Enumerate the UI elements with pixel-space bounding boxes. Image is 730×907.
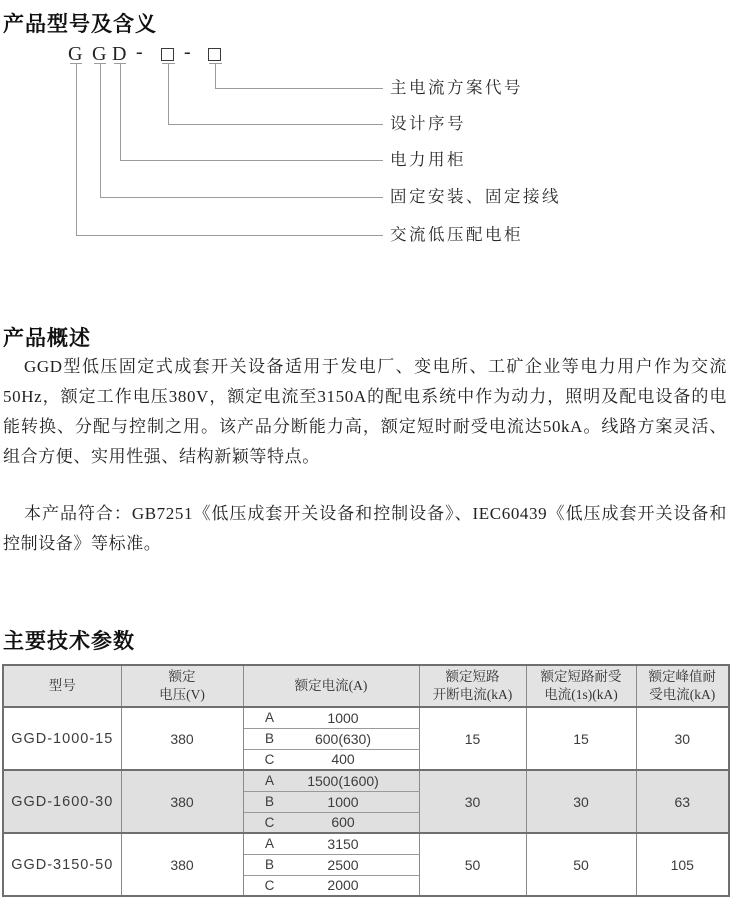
- current-cell: [243, 812, 419, 833]
- current-value: 600: [331, 814, 355, 831]
- current-code: C: [264, 751, 275, 767]
- current-cell: [243, 791, 419, 812]
- current-code: A: [264, 836, 274, 852]
- page-title: 产品型号及含义: [3, 13, 157, 36]
- col-header-text: 额定电流(A): [294, 678, 368, 693]
- voltage-cell: 380: [121, 770, 243, 833]
- section-title-overview: 产品概述: [3, 327, 91, 350]
- code-box-icon: [161, 48, 174, 61]
- model-code-letter: G: [92, 43, 107, 65]
- current-value: 1000: [327, 709, 359, 726]
- model-code-letter: D: [112, 43, 127, 65]
- col-header-breaking-current: [419, 665, 526, 707]
- current-cell: [243, 707, 419, 728]
- current-code: C: [264, 814, 275, 830]
- col-header-text: 电压(V): [159, 687, 205, 702]
- model-cell: GGD-1600-30: [3, 770, 121, 833]
- diagram-label-design-serial: 设计序号: [390, 114, 466, 133]
- standards-paragraph-text: 本产品符合：GB7251《低压成套开关设备和控制设备》、IEC60439《低压成套开关设备和控制设备》等标准。: [3, 504, 727, 553]
- current-value: 3150: [327, 835, 359, 852]
- overview-paragraph: [3, 352, 727, 472]
- col-header-text: 额定峰值耐: [648, 669, 716, 684]
- current-value: 400: [331, 751, 355, 768]
- current-code: B: [264, 794, 274, 809]
- current-code: B: [264, 857, 274, 872]
- col-header-rated-voltage: [121, 665, 243, 707]
- current-value: 1500(1600): [307, 772, 379, 789]
- col-header-rated-current: [243, 665, 419, 707]
- peak-current-cell: 63: [636, 770, 729, 833]
- col-header-model: [3, 665, 121, 707]
- section-title-params: 主要技术参数: [3, 630, 135, 653]
- current-code: A: [264, 710, 274, 726]
- current-cell: [243, 833, 419, 854]
- diagram-label-ac-lv-cabinet: 交流低压配电柜: [390, 225, 523, 244]
- col-header-text: 电流(1s)(kA): [544, 687, 618, 702]
- col-header-text: 额定短路耐受: [540, 669, 622, 684]
- col-header-text: 型号: [48, 678, 76, 693]
- diagram-label-main-current-scheme: 主电流方案代号: [390, 78, 523, 97]
- model-code-dash: -: [136, 41, 143, 63]
- withstand-current-cell: 30: [526, 770, 636, 833]
- breaking-current-cell: 50: [419, 833, 526, 896]
- model-code-letter: G: [68, 43, 83, 65]
- current-cell: [243, 728, 419, 749]
- withstand-current-cell: 50: [526, 833, 636, 896]
- col-header-text: 开断电流(kA): [432, 687, 513, 702]
- current-value: 600(630): [314, 730, 372, 747]
- breaking-current-cell: 30: [419, 770, 526, 833]
- voltage-cell: 380: [121, 707, 243, 770]
- model-cell: GGD-3150-50: [3, 833, 121, 896]
- col-header-text: 额定: [168, 669, 196, 684]
- current-cell: [243, 770, 419, 791]
- diagram-label-power-cabinet: 电力用柜: [390, 150, 466, 169]
- code-box-icon: [208, 48, 221, 61]
- current-value: 2000: [327, 877, 359, 894]
- current-code: B: [264, 731, 274, 746]
- col-header-text: 额定短路: [445, 669, 500, 684]
- voltage-cell: 380: [121, 833, 243, 896]
- technical-parameters-table: [2, 664, 730, 897]
- table-row: [3, 833, 729, 854]
- peak-current-cell: 105: [670, 856, 694, 873]
- peak-current-cell: 30: [636, 707, 729, 770]
- table-header-row: [3, 665, 729, 707]
- model-cell: GGD-1000-15: [3, 707, 121, 770]
- breaking-current-cell: 15: [419, 707, 526, 770]
- current-value: 1000: [327, 793, 359, 810]
- overview-paragraph-text: GGD型低压固定式成套开关设备适用于发电厂、变电所、工矿企业等电力用户作为交流50Hz，额定工作电压380V，额定电流至3150A的配电系统中作为动力，照明及配电设备的电能转换、分配与控制之用。该产品分断能力高，额定短时耐受电流达50kA。线路方案灵活、组合方便、实用性强、结构新颖等特点。: [3, 357, 727, 466]
- diagram-label-fixed-install: 固定安装、固定接线: [390, 187, 561, 206]
- model-code-connector-lines: [0, 0, 730, 260]
- current-code: A: [264, 773, 274, 789]
- current-cell: [243, 875, 419, 896]
- standards-paragraph: [3, 499, 727, 559]
- col-header-peak-current: [636, 665, 729, 707]
- current-code: C: [264, 877, 275, 893]
- table-row: [3, 770, 729, 791]
- table-row: [3, 707, 729, 728]
- col-header-text: 受电流(kA): [649, 687, 716, 702]
- col-header-withstand-current: [526, 665, 636, 707]
- current-cell: [243, 749, 419, 770]
- current-cell: [243, 854, 419, 875]
- current-value: 2500: [327, 856, 359, 873]
- withstand-current-cell: 15: [526, 707, 636, 770]
- model-code-dash: -: [184, 41, 191, 63]
